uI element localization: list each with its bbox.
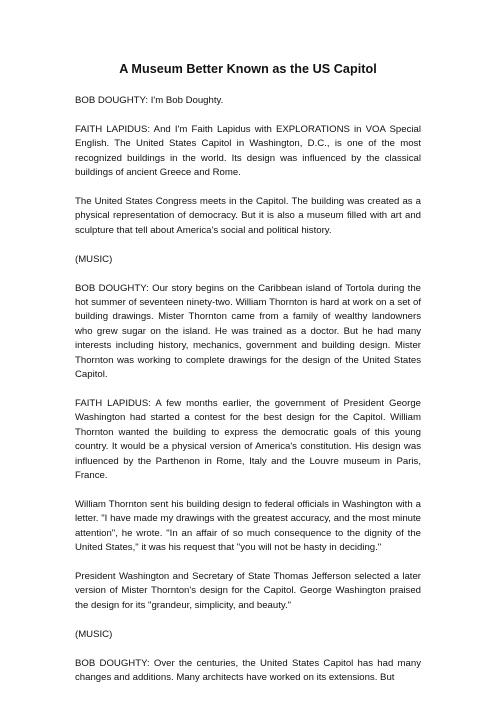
document-title: A Museum Better Known as the US Capitol: [119, 62, 377, 76]
paragraph-changes: BOB DOUGHTY: Over the centuries, the United States Capitol has had many changes and additions. Many architects have worked on its extensions. But: [75, 657, 421, 684]
paragraph-music-2: (MUSIC): [75, 628, 113, 640]
paragraph-selection: President Washington and Secretary of State Thomas Jefferson selected a later version of Mister Thornton's design for the Capitol. George Washington praised the design for its "grandeur, simplicity, and beauty.": [75, 571, 421, 611]
paragraph-tortola: BOB DOUGHTY: Our story begins on the Caribbean island of Tortola during the hot summer of seventeen ninety-two. William Thornton is hard at work on a set of building drawings. Mister Thornton came from a family of wealthy landowners who grew sugar on the island. He was trained as a doctor. But he had many interests including history, mechanics, government and building design. Mister Thornton was working to complete drawings for the design of the United States Capitol.: [75, 282, 421, 381]
paragraph-congress: The United States Congress meets in the Capitol. The building was created as a physical representation of democracy. But it is also a museum filled with art and sculpture that tell about America's social and political history.: [75, 196, 421, 236]
document-page: [75, 62, 421, 700]
paragraph-contest: FAITH LAPIDUS: A few months earlier, the government of President George Washington had started a contest for the best design for the Capitol. William Thornton wanted the building to express the democratic goals of this young country. It would be a physical version of America's constitution. His design was influenced by the Parthenon in Rome, Italy and the Louvre museum in Paris, France.: [75, 398, 421, 482]
paragraph-intro-faith: FAITH LAPIDUS: And I'm Faith Lapidus with EXPLORATIONS in VOA Special English. The United States Capitol in Washington, D.C., is one of the most recognized buildings in the world. Its design was influenced by the classical buildings of ancient Greece and Rome.: [75, 123, 421, 179]
paragraph-letter: William Thornton sent his building design to federal officials in Washington with a letter. "I have made my drawings with the greatest accuracy, and the most minute attention", he wrote. "In an affair of so much consequence to the dignity of the United States," it was his request that "you will not be hasty in deciding.": [75, 498, 421, 554]
paragraph-intro-bob: BOB DOUGHTY: I'm Bob Doughty.: [75, 95, 224, 106]
paragraph-music-1: (MUSIC): [75, 253, 113, 265]
